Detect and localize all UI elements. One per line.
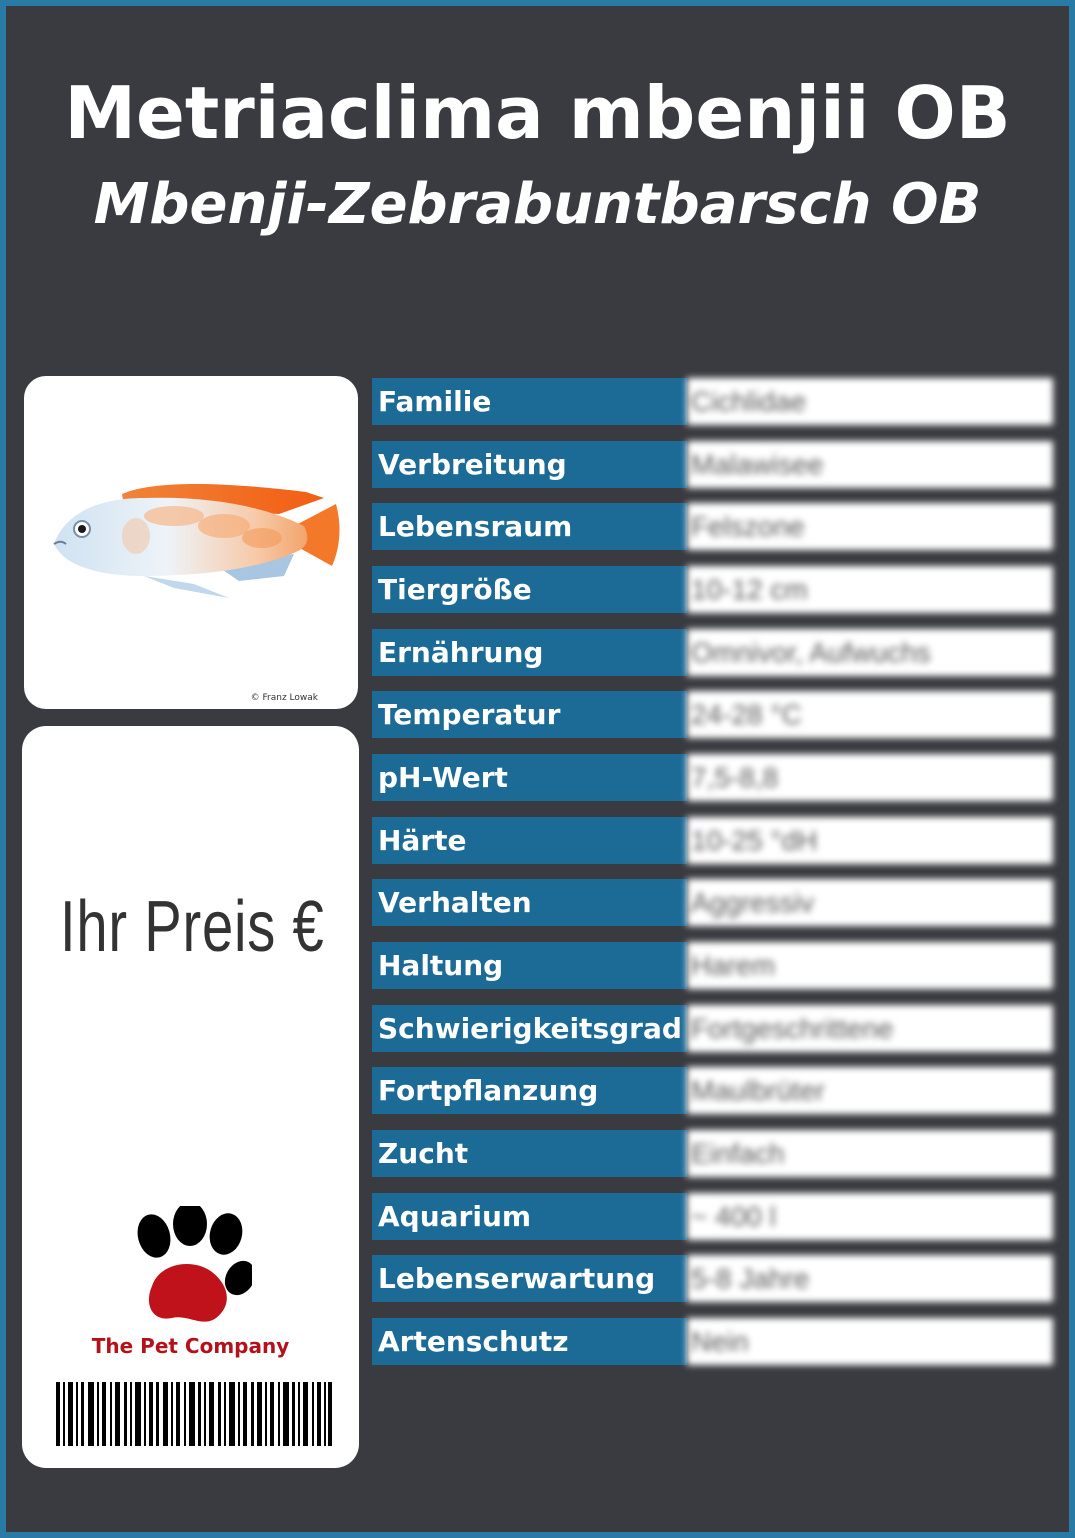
fact-label: Ernährung [372, 629, 687, 676]
fact-label: Verhalten [372, 879, 687, 926]
price-panel [22, 726, 359, 1468]
fact-row-ph-wert [372, 754, 1053, 801]
fact-value: Harem [687, 942, 1053, 989]
fact-value: Einfach [687, 1130, 1053, 1177]
fact-value: Omnivor, Aufwuchs [687, 629, 1053, 676]
fact-row-familie [372, 378, 1053, 425]
fact-row-haerte [372, 817, 1053, 864]
fact-label: Temperatur [372, 691, 687, 738]
fish-photo-panel [24, 376, 358, 709]
fact-row-aquarium [372, 1193, 1053, 1240]
fact-label: Haltung [372, 942, 687, 989]
fact-row-schwierigkeitsgrad [372, 1005, 1053, 1052]
fish-image [24, 376, 358, 709]
fact-value: Fortgeschrittene [687, 1005, 1053, 1052]
fact-row-artenschutz [372, 1318, 1053, 1365]
fact-value: Aggressiv [687, 879, 1053, 926]
fact-value: ~ 400 l [687, 1193, 1053, 1240]
fact-value: Maulbrüter [687, 1067, 1053, 1114]
fact-value: Malawisee [687, 441, 1053, 488]
fact-row-temperatur [372, 691, 1053, 738]
fact-label: Lebensraum [372, 503, 687, 550]
fact-value: 10-25 °dH [687, 817, 1053, 864]
fact-row-haltung [372, 942, 1053, 989]
barcode [56, 1382, 332, 1446]
fact-value: 5-8 Jahre [687, 1255, 1053, 1302]
fact-label: Artenschutz [372, 1318, 687, 1365]
species-common-name: Mbenji-Zebrabuntbarsch OB [93, 172, 982, 237]
price-label: Ihr Preis € [60, 887, 325, 967]
fact-label: Härte [372, 817, 687, 864]
fact-row-fortpflanzung [372, 1067, 1053, 1114]
fact-value: Felszone [687, 503, 1053, 550]
fact-row-ernaehrung [372, 629, 1053, 676]
fact-value: 24-28 °C [687, 691, 1053, 738]
fact-row-verbreitung [372, 441, 1053, 488]
fact-label: pH-Wert [372, 754, 687, 801]
fact-label: Verbreitung [372, 441, 687, 488]
company-name: The Pet Company [91, 1334, 290, 1358]
fact-row-verhalten [372, 879, 1053, 926]
fact-value: Nein [687, 1318, 1053, 1365]
fact-row-tiergroesse [372, 566, 1053, 613]
fact-row-zucht [372, 1130, 1053, 1177]
paw-logo-icon [132, 1206, 252, 1334]
species-title: Metriaclima mbenjii OB [64, 71, 1011, 155]
fact-value: Cichlidae [687, 378, 1053, 425]
fact-label: Aquarium [372, 1193, 687, 1240]
fact-row-lebensraum [372, 503, 1053, 550]
fact-label: Tiergröße [372, 566, 687, 613]
fact-label: Schwierigkeitsgrad [372, 1005, 687, 1052]
photo-copyright: © Franz Lowak [250, 693, 318, 703]
fact-label: Familie [372, 378, 687, 425]
fact-label: Lebenserwartung [372, 1255, 687, 1302]
fact-value: 7,5-8,8 [687, 754, 1053, 801]
fact-value: 10-12 cm [687, 566, 1053, 613]
fact-label: Fortpflanzung [372, 1067, 687, 1114]
fact-row-lebenserwartung [372, 1255, 1053, 1302]
fact-label: Zucht [372, 1130, 687, 1177]
